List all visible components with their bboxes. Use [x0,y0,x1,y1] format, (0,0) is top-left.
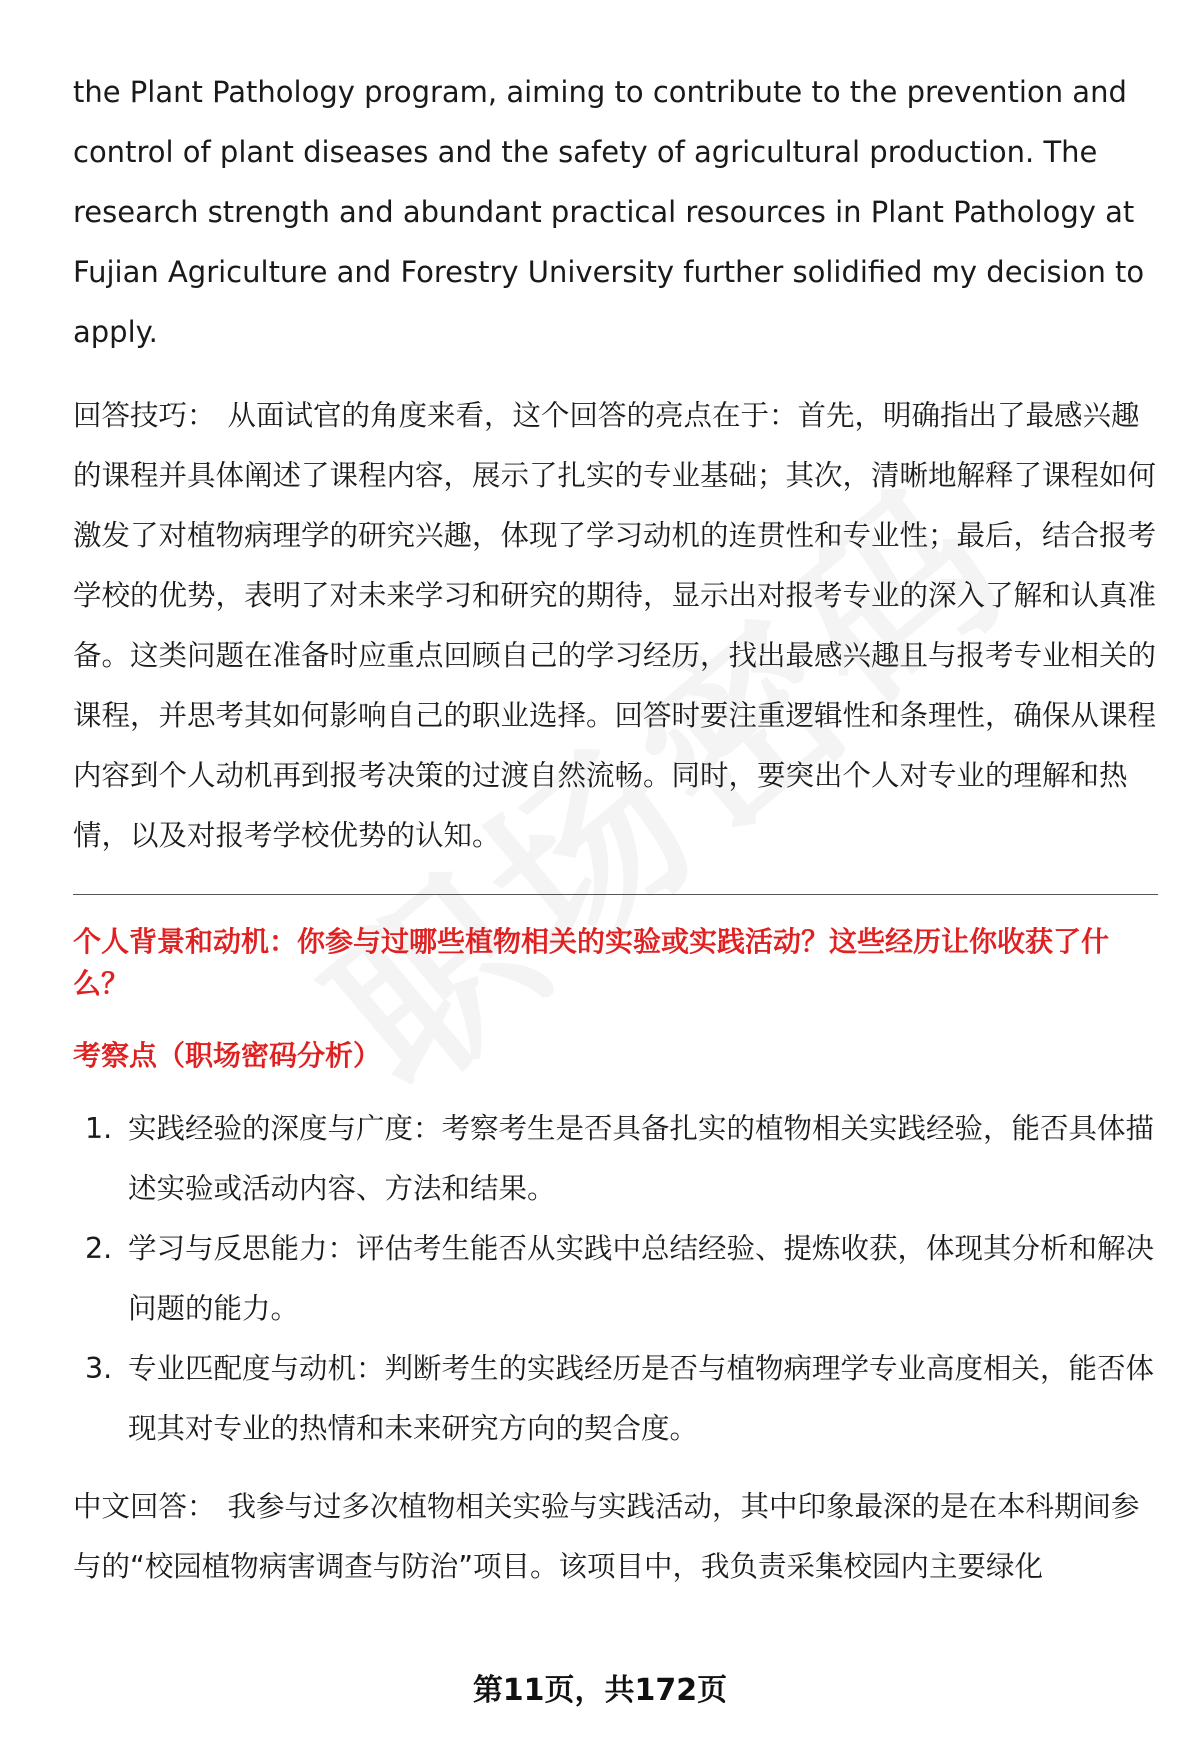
question-heading: 个人背景和动机：你参与过哪些植物相关的实验或实践活动？这些经历让你收获了什么？ [73,925,1110,1000]
chinese-answer-label: 中文回答： [73,1490,216,1523]
assessment-subheading: 考察点（职场密码分析） [73,1039,382,1072]
list-item-text: 学习与反思能力：评估考生能否从实践中总结经验、提炼收获，体现其分析和解决问题的能力。 [128,1232,1155,1325]
list-item-text: 专业匹配度与动机：判断考生的实践经历是否与植物病理学专业高度相关，能否体现其对专业的热情和未来研究方向的契合度。 [128,1352,1155,1445]
chinese-answer-text: 我参与过多次植物相关实验与实践活动，其中印象最深的是在本科期间参与的“校园植物病害调查与防治”项目。该项目中，我负责采集校园内主要绿化 [73,1490,1140,1583]
page-content [73,62,1158,1597]
page-number-footer: 第11页，共172页 [472,1673,728,1708]
section-divider [73,894,1158,895]
assessment-points-list [73,1099,1158,1459]
list-item [73,1099,1158,1219]
list-item [73,1339,1158,1459]
answer-tip-label: 回答技巧： [73,399,216,432]
list-item-number: 3. [85,1352,113,1385]
chinese-answer-paragraph [73,1477,1158,1597]
list-item-text: 实践经验的深度与广度：考察考生是否具备扎实的植物相关实践经验，能否具体描述实验或活动内容、方法和结果。 [128,1112,1155,1205]
answer-tip-text: 从面试官的角度来看，这个回答的亮点在于：首先，明确指出了最感兴趣的课程并具体阐述了课程内容，展示了扎实的专业基础；其次，清晰地解释了课程如何激发了对植物病理学的研究兴趣，体现了学习动机的连贯性和专业性；最后，结合报考学校的优势，表明了对未来学习和研究的期待，显示出对报考专业的深入了解和认真准备。这类问题在准备时应重点回顾自己的学习经历，找出最感兴趣且与报考专业相关的课程，并思考其如何影响自己的职业选择。回答时要注重逻辑性和条理性，确保从课程内容到个人动机再到报考决策的过渡自然流畅。同时，要突出个人对专业的理解和热情，以及对报考学校优势的认知。 [73,399,1157,852]
list-item-number: 1. [85,1112,113,1145]
answer-tip-paragraph [73,386,1158,866]
list-item-number: 2. [85,1232,113,1265]
intro-paragraph: the Plant Pathology program, aiming to contribute to the prevention and control of plant diseases and the safety of agricultural production. The research strength and abundant practical resources in Plant Pathology at Fujian Agriculture and Forestry University further solidified my decision to apply. [73,75,1145,349]
list-item [73,1219,1158,1339]
